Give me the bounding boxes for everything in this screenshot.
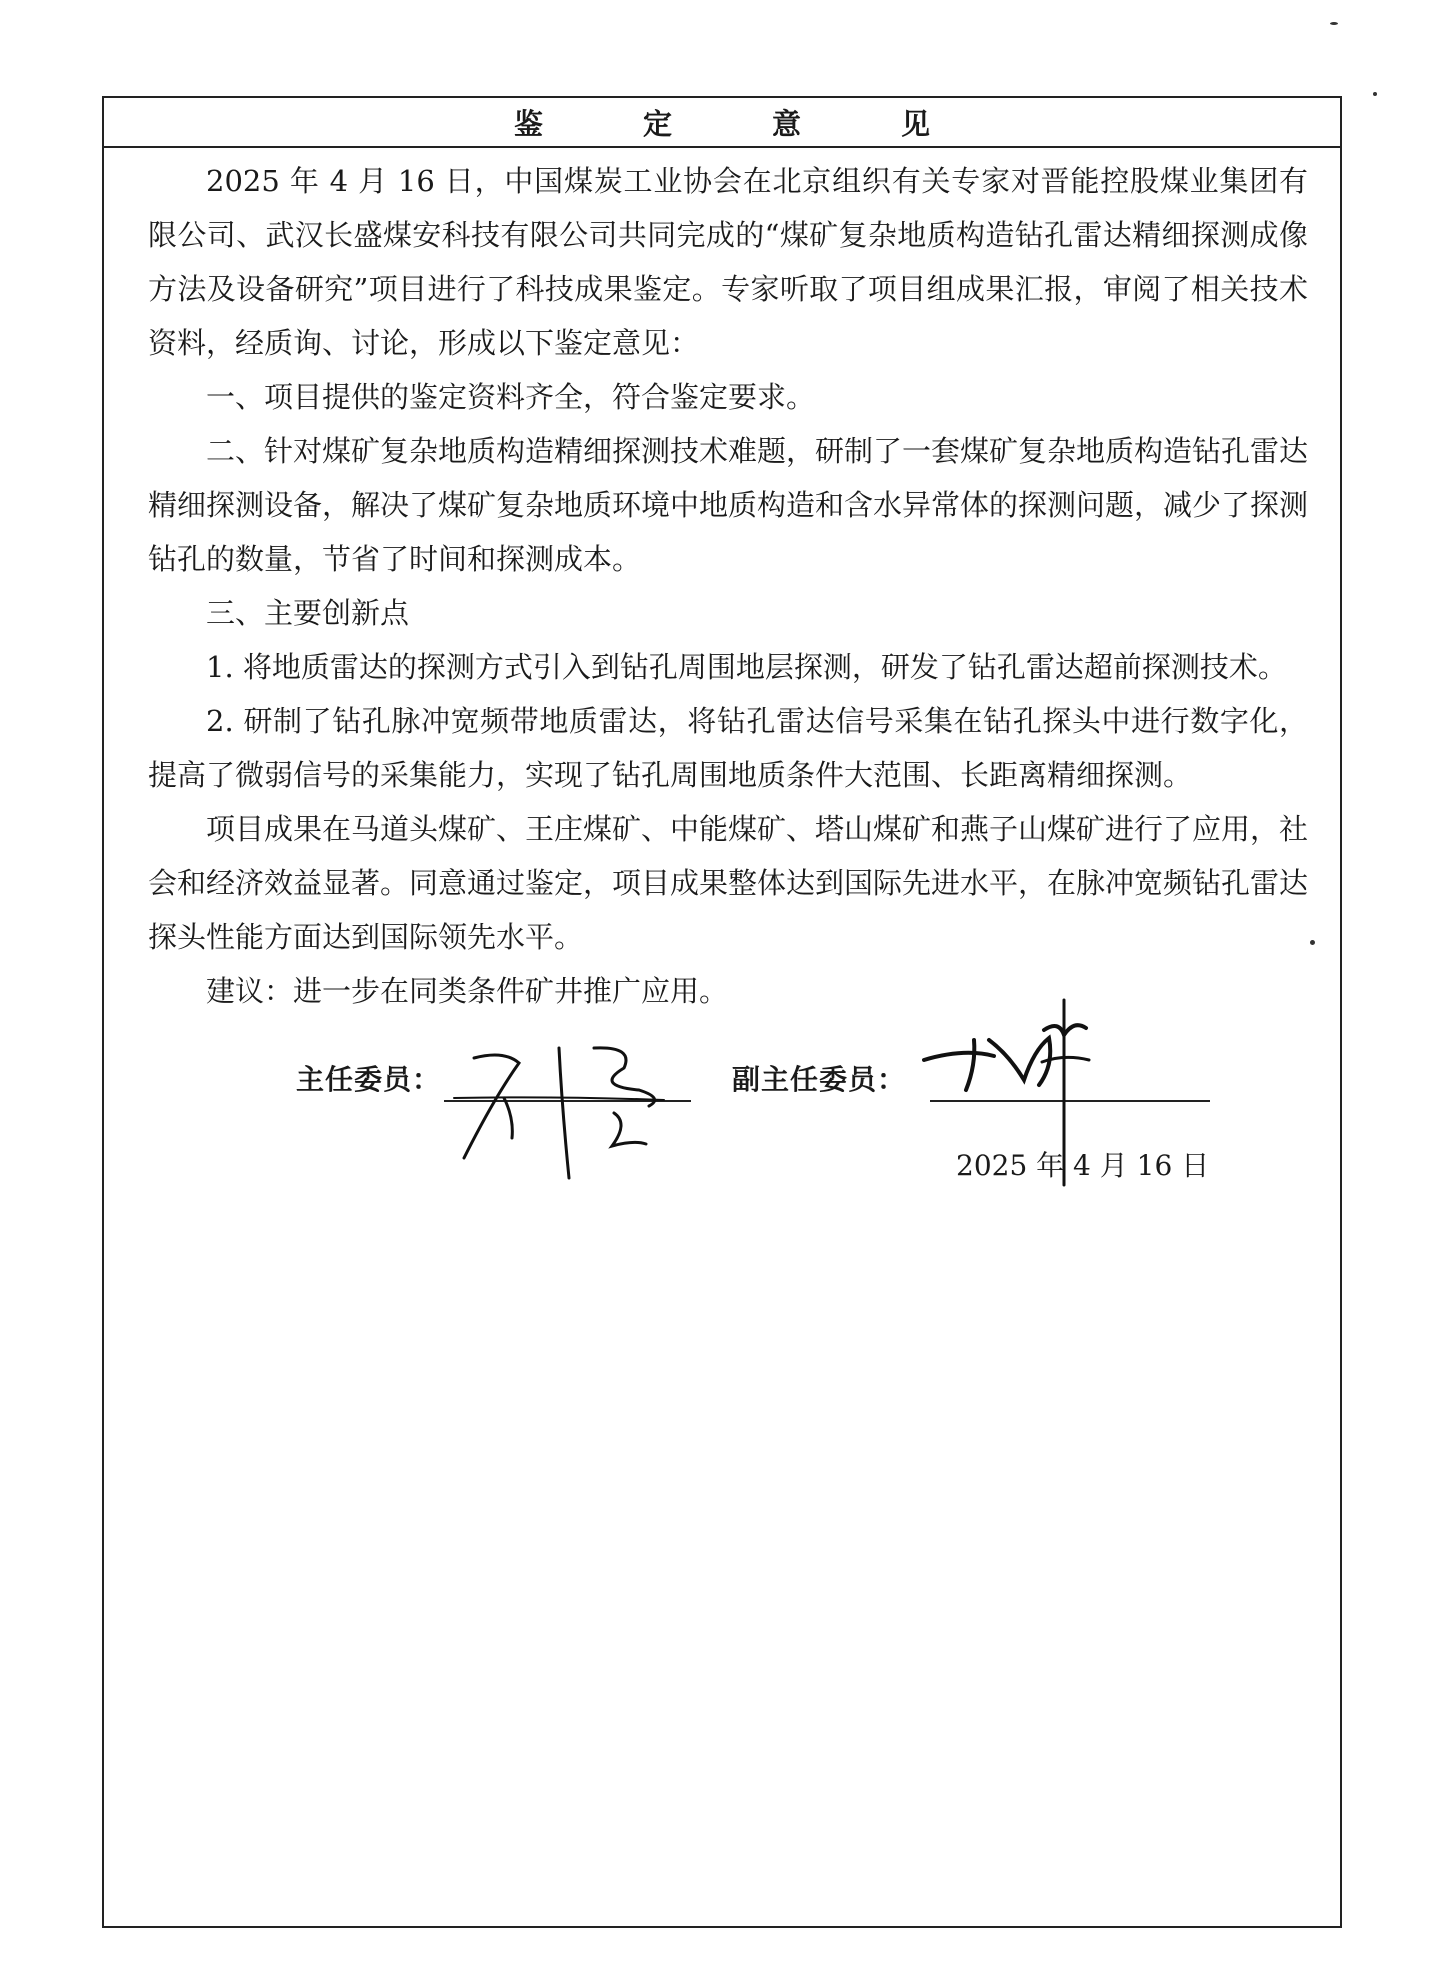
paragraph-suggestion: 建议：进一步在同类条件矿井推广应用。 [206, 974, 729, 1008]
paragraph-intro: 2025 年 4 月 16 日，中国煤炭工业协会在北京组织有关专家对晋能控股煤业集团有限公司、武汉长盛煤安科技有限公司共同完成的“煤矿复杂地质构造钻孔雷达精细探测成像方法及设备研究”项目进行了科技成果鉴定。专家听取了项目组成果汇报，审阅了相关技术资料，经质询、讨论，形成以下鉴定意见： [148, 164, 1308, 360]
scan-speck [1310, 940, 1315, 945]
opinion-body [104, 148, 1340, 1018]
paragraph-innovation-1: 1. 将地质雷达的探测方式引入到钻孔周围地层探测，研发了钻孔雷达超前探测技术。 [206, 650, 1287, 684]
paragraph-point-1: 一、项目提供的鉴定资料齐全，符合鉴定要求。 [206, 380, 816, 414]
appraisal-opinion-form [102, 96, 1342, 1928]
signing-date: 2025 年 4 月 16 日 [956, 1149, 1210, 1182]
paragraph-innovation-2: 2. 研制了钻孔脉冲宽频带地质雷达，将钻孔雷达信号采集在钻孔探头中进行数字化，提高了微弱信号的采集能力，实现了钻孔周围地质条件大范围、长距离精细探测。 [148, 704, 1308, 792]
scan-speck [1373, 92, 1377, 96]
paragraph-conclusion: 项目成果在马道头煤矿、王庄煤矿、中能煤矿、塔山煤矿和燕子山煤矿进行了应用，社会和经济效益显著。同意通过鉴定，项目成果整体达到国际先进水平，在脉冲宽频钻孔雷达探头性能方面达到国际领先水平。 [148, 812, 1309, 954]
vice-chair-label: 副主任委员： [732, 1063, 907, 1096]
signature-block [104, 1048, 1340, 1308]
form-title: 鉴定意见 [104, 98, 1340, 148]
chair-label: 主任委员： [296, 1063, 442, 1096]
chair-handwritten-signature [434, 1028, 694, 1188]
scan-speck [1330, 22, 1338, 25]
paragraph-point-2: 二、针对煤矿复杂地质构造精细探测技术难题，研制了一套煤矿复杂地质构造钻孔雷达精细探测设备，解决了煤矿复杂地质环境中地质构造和含水异常体的探测问题，减少了探测钻孔的数量，节省了时间和探测成本。 [148, 434, 1309, 576]
paragraph-point-3-heading: 三、主要创新点 [206, 596, 410, 630]
